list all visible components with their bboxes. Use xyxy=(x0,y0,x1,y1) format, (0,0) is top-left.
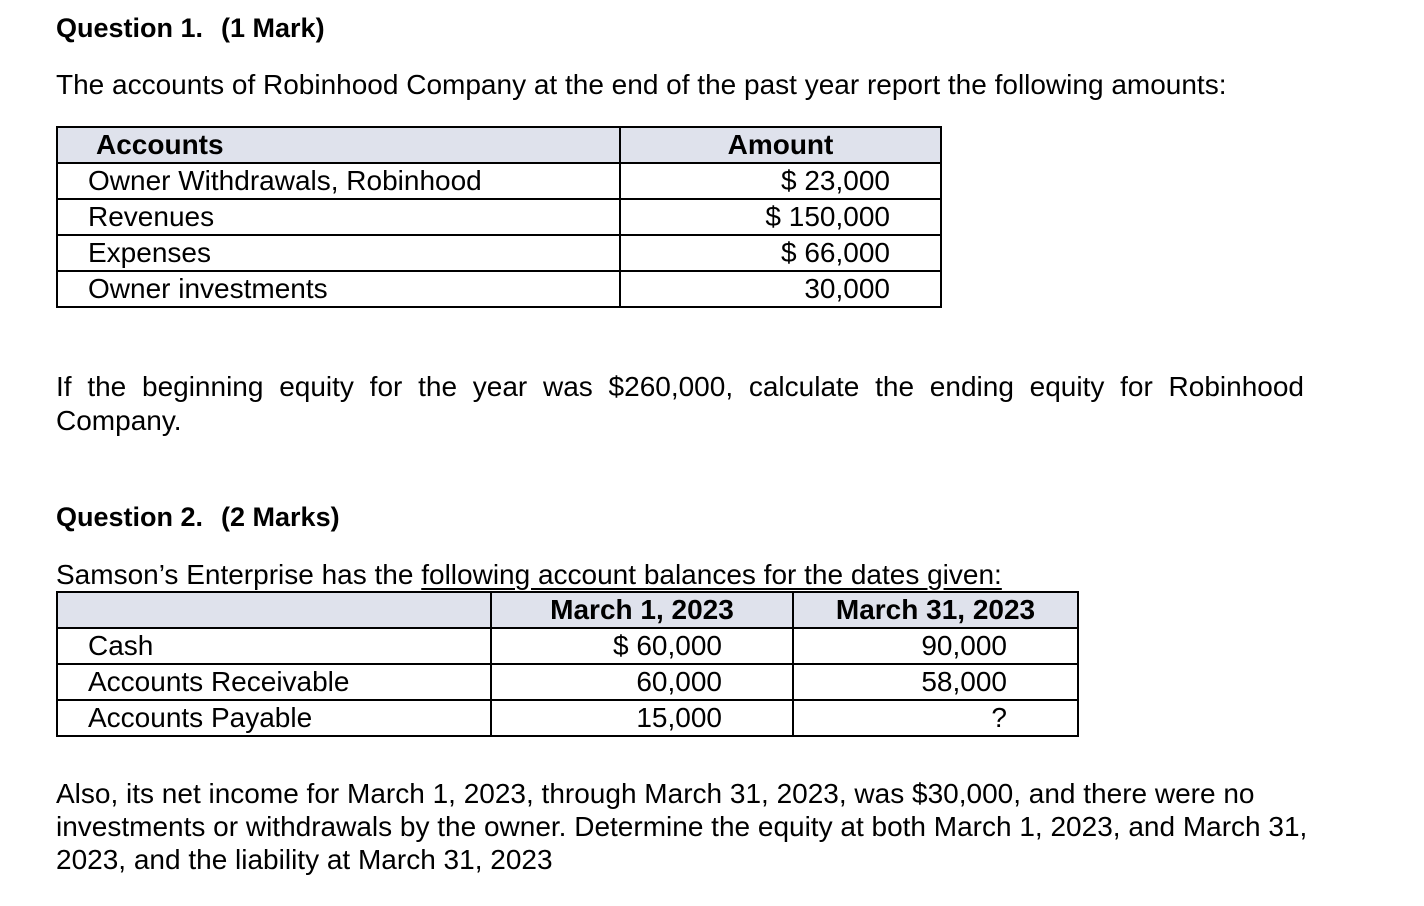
march-31-value: ? xyxy=(793,700,1078,736)
question-1-marks: (1 Mark) xyxy=(221,13,325,43)
table-header-row xyxy=(57,592,1078,628)
header-march-31: March 31, 2023 xyxy=(793,592,1078,628)
table-row xyxy=(57,235,941,271)
question-2-intro-underlined: following account balances for the dates given: xyxy=(421,559,1002,590)
account-name: Accounts Receivable xyxy=(57,664,491,700)
account-amount: $ 66,000 xyxy=(620,235,941,271)
question-1-title: Question 1. xyxy=(56,13,204,43)
question-1-heading xyxy=(56,12,325,44)
account-amount: 30,000 xyxy=(620,271,941,307)
table-row xyxy=(57,163,941,199)
table-row xyxy=(57,271,941,307)
question-2-intro-plain: Samson’s Enterprise has the xyxy=(56,559,422,590)
account-name: Accounts Payable xyxy=(57,700,491,736)
question-2-title: Question 2. xyxy=(56,502,204,532)
march-1-value: 60,000 xyxy=(491,664,793,700)
header-march-1: March 1, 2023 xyxy=(491,592,793,628)
header-accounts: Accounts xyxy=(57,127,620,163)
account-amount: $ 23,000 xyxy=(620,163,941,199)
question-1-intro: The accounts of Robinhood Company at the end of the past year report the following amounts: xyxy=(56,69,1227,100)
question-2-intro xyxy=(56,558,1002,592)
march-31-value: 58,000 xyxy=(793,664,1078,700)
account-name: Revenues xyxy=(57,199,620,235)
question-1-prompt: If the beginning equity for the year was $260,000, calculate the ending equity for Robinhood Company. xyxy=(56,371,1304,436)
question-2-heading xyxy=(56,501,340,533)
account-name: Expenses xyxy=(57,235,620,271)
account-name: Cash xyxy=(57,628,491,664)
header-amount: Amount xyxy=(620,127,941,163)
table-row xyxy=(57,199,941,235)
table-row xyxy=(57,628,1078,664)
account-amount: $ 150,000 xyxy=(620,199,941,235)
question-2-prompt: Also, its net income for March 1, 2023, through March 31, 2023, was $30,000, and there were no investments or withdrawals by the owner. Determine the equity at both March 1, 2023, and March 31, 2023, and the liability at March 31, 2023 xyxy=(56,778,1308,875)
question-2-table xyxy=(56,591,1079,737)
table-row xyxy=(57,664,1078,700)
march-1-value: 15,000 xyxy=(491,700,793,736)
table-header-row xyxy=(57,127,941,163)
question-2-marks: (2 Marks) xyxy=(221,502,340,532)
account-name: Owner Withdrawals, Robinhood xyxy=(57,163,620,199)
question-1-table xyxy=(56,126,942,308)
table-row xyxy=(57,700,1078,736)
header-blank xyxy=(57,592,491,628)
march-31-value: 90,000 xyxy=(793,628,1078,664)
account-name: Owner investments xyxy=(57,271,620,307)
march-1-value: $ 60,000 xyxy=(491,628,793,664)
